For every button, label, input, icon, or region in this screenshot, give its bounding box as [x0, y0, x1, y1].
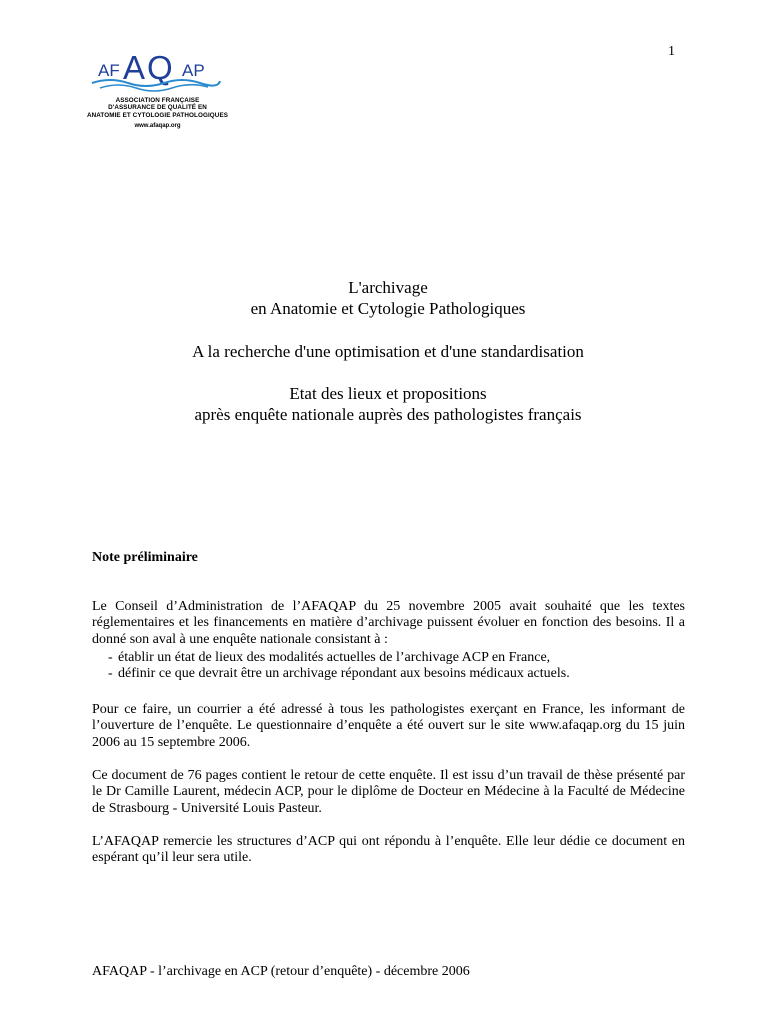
paragraph-intro: Le Conseil d’Administration de l’AFAQAP du 25 novembre 2005 avait souhaité que les textes réglementaires et les financements en matière d’archivage puissent évoluer en fonction des besoins. Il a donné son aval à une enquête nationale consistant à :	[92, 599, 685, 647]
paragraph-document: Ce document de 76 pages contient le retour de cette enquête. Il est issu d’un travail de thèse présenté par le Dr Camille Laurent, médecin ACP, pour le diplôme de Docteur en Médecine à la Faculté de Médecine de Strasbourg - Université Louis Pasteur.	[92, 768, 685, 816]
logo-letters-af: AF	[98, 61, 120, 80]
paragraph-remerciements: L’AFAQAP remercie les structures d’ACP qui ont répondu à l’enquête. Elle leur dédie ce document en espérant qu’il leur sera utile.	[92, 834, 685, 866]
section-heading: Note préliminaire	[92, 550, 198, 565]
title-line-3: A la recherche d'une optimisation et d'une standardisation	[192, 342, 584, 361]
page-footer: AFAQAP - l’archivage en ACP (retour d’enquête) - décembre 2006	[92, 964, 470, 979]
document-title	[0, 277, 768, 425]
logo-caption-line: D'ASSURANCE DE QUALITÉ EN	[108, 104, 207, 112]
logo-caption	[70, 97, 245, 119]
logo-letters-q: Q	[147, 49, 173, 86]
title-line-5: après enquête nationale auprès des pathologistes français	[194, 405, 582, 424]
bullet-list	[108, 650, 570, 683]
afaqap-logo	[70, 40, 245, 135]
bullet-item: - établir un état de lieux des modalités actuelles de l’archivage ACP en France,	[108, 650, 570, 666]
title-line-1: L'archivage	[348, 278, 428, 297]
logo-website: www.afaqap.org	[134, 123, 181, 129]
bullet-item: - définir ce que devrait être un archivage répondant aux besoins médicaux actuels.	[108, 666, 570, 682]
title-line-2: en Anatomie et Cytologie Pathologiques	[250, 299, 526, 318]
afaqap-logo-mark	[70, 40, 245, 100]
title-line-4: Etat des lieux et propositions	[289, 384, 487, 403]
logo-letters-aq: A	[123, 49, 146, 86]
page-number: 1	[668, 44, 675, 59]
logo-letters-ap: AP	[182, 61, 205, 80]
logo-caption-line: ANATOMIE ET CYTOLOGIE PATHOLOGIQUES	[86, 111, 229, 119]
logo-caption-line: ASSOCIATION FRANÇAISE	[115, 97, 200, 104]
paragraph-courrier: Pour ce faire, un courrier a été adressé à tous les pathologistes exerçant en France, les informant de l’ouverture de l’enquête. Le questionnaire d’enquête a été ouvert sur le site www.afaqap.org du 15 juin 2006 au 15 septembre 2006.	[92, 702, 685, 750]
